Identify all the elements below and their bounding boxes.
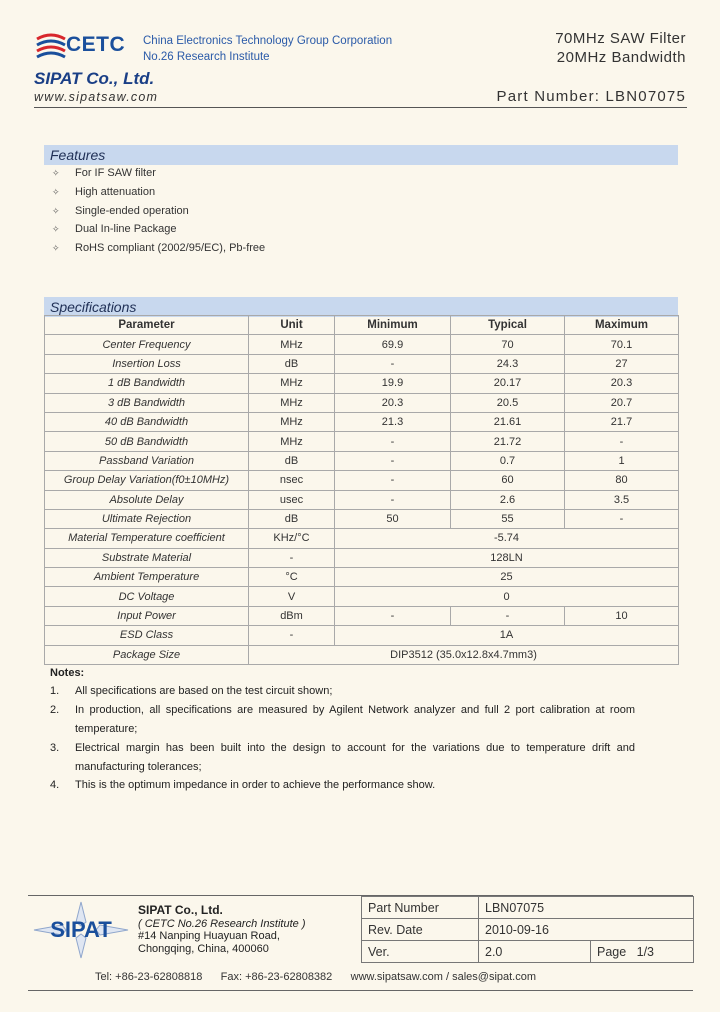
note-number: 3. bbox=[50, 742, 60, 754]
column-header: Typical bbox=[451, 316, 565, 335]
product-title: 70MHz SAW Filter bbox=[555, 30, 686, 47]
part-number-heading: Part Number: LBN07075 bbox=[496, 88, 686, 105]
document-info-table bbox=[361, 896, 694, 963]
feature-text: RoHS compliant (2002/95/EC), Pb-free bbox=[75, 242, 266, 254]
value-cell: - bbox=[335, 451, 451, 470]
table-row bbox=[45, 471, 679, 490]
note-text: manufacturing tolerances; bbox=[75, 761, 202, 773]
value-cell: MHz bbox=[249, 374, 335, 393]
version-label: Ver. bbox=[362, 941, 479, 963]
table-row bbox=[45, 606, 679, 625]
value-cell: nsec bbox=[249, 471, 335, 490]
value-cell: dB bbox=[249, 354, 335, 373]
table-row bbox=[45, 412, 679, 431]
institute-name: No.26 Research Institute bbox=[143, 51, 270, 63]
page-label: Page bbox=[597, 944, 627, 959]
bullet-icon: ✧ bbox=[52, 224, 60, 234]
table-row bbox=[45, 529, 679, 548]
table-row bbox=[45, 645, 679, 664]
table-row bbox=[45, 451, 679, 470]
value-cell: MHz bbox=[249, 412, 335, 431]
value-cell: 19.9 bbox=[335, 374, 451, 393]
column-header: Minimum bbox=[335, 316, 451, 335]
value-cell: dB bbox=[249, 451, 335, 470]
table-row bbox=[45, 548, 679, 567]
bullet-icon: ✧ bbox=[52, 187, 60, 197]
value-cell: 20.17 bbox=[451, 374, 565, 393]
value-cell: dBm bbox=[249, 606, 335, 625]
parameter-cell: Center Frequency bbox=[45, 335, 249, 354]
part-number-value: LBN07075 bbox=[479, 897, 694, 919]
rev-date-label: Rev. Date bbox=[362, 919, 479, 941]
table-row bbox=[45, 393, 679, 412]
table-row bbox=[362, 919, 694, 941]
parameter-cell: ESD Class bbox=[45, 626, 249, 645]
rev-date-value: 2010-09-16 bbox=[479, 919, 694, 941]
column-header: Unit bbox=[249, 316, 335, 335]
feature-item bbox=[52, 167, 156, 179]
table-row bbox=[45, 509, 679, 528]
value-cell: 3.5 bbox=[565, 490, 679, 509]
bullet-icon: ✧ bbox=[52, 168, 60, 178]
feature-item bbox=[52, 223, 177, 235]
parameter-cell: Package Size bbox=[45, 645, 249, 664]
footer-address-line2: Chongqing, China, 400060 bbox=[138, 943, 269, 955]
notes-title: Notes: bbox=[50, 667, 85, 679]
value-cell: 24.3 bbox=[451, 354, 565, 373]
value-cell: 21.72 bbox=[451, 432, 565, 451]
value-cell: 80 bbox=[565, 471, 679, 490]
column-header: Maximum bbox=[565, 316, 679, 335]
value-cell: KHz/°C bbox=[249, 529, 335, 548]
value-cell: 25 bbox=[335, 568, 679, 587]
header-divider bbox=[34, 107, 687, 108]
value-cell: - bbox=[451, 606, 565, 625]
parameter-cell: Material Temperature coefficient bbox=[45, 529, 249, 548]
value-cell: 60 bbox=[451, 471, 565, 490]
feature-item bbox=[52, 242, 265, 254]
page-indicator bbox=[591, 941, 694, 963]
value-cell: 10 bbox=[565, 606, 679, 625]
value-cell: °C bbox=[249, 568, 335, 587]
website-link[interactable]: www.sipatsaw.com bbox=[34, 90, 159, 104]
product-subtitle: 20MHz Bandwidth bbox=[556, 49, 686, 66]
value-cell: V bbox=[249, 587, 335, 606]
table-row bbox=[45, 354, 679, 373]
parameter-cell: Absolute Delay bbox=[45, 490, 249, 509]
bottom-divider bbox=[28, 990, 693, 991]
part-number-label: Part Number bbox=[362, 897, 479, 919]
parameter-cell: 1 dB Bandwidth bbox=[45, 374, 249, 393]
parameter-cell: Substrate Material bbox=[45, 548, 249, 567]
value-cell: 1A bbox=[335, 626, 679, 645]
contact-line: Tel: +86-23-62808818 Fax: +86-23-62808382 www.sipatsaw.com / sales@sipat.com bbox=[95, 971, 537, 983]
table-row bbox=[45, 587, 679, 606]
parameter-cell: Group Delay Variation(f0±10MHz) bbox=[45, 471, 249, 490]
note-text: This is the optimum impedance in order to achieve the performance show. bbox=[75, 779, 436, 791]
value-cell: 2.6 bbox=[451, 490, 565, 509]
value-cell: 21.7 bbox=[565, 412, 679, 431]
value-cell: 21.3 bbox=[335, 412, 451, 431]
specifications-table bbox=[44, 315, 679, 665]
parameter-cell: Passband Variation bbox=[45, 451, 249, 470]
footer-institute: ( CETC No.26 Research Institute ) bbox=[138, 918, 306, 930]
cetc-logo-text: CETC bbox=[66, 33, 126, 56]
value-cell: - bbox=[565, 432, 679, 451]
value-cell: 128LN bbox=[335, 548, 679, 567]
note-number: 2. bbox=[50, 704, 60, 716]
value-cell: 50 bbox=[335, 509, 451, 528]
value-cell: - bbox=[249, 548, 335, 567]
value-cell: 21.61 bbox=[451, 412, 565, 431]
value-cell: 0 bbox=[335, 587, 679, 606]
note-number: 1. bbox=[50, 685, 60, 697]
value-cell: DIP3512 (35.0x12.8x4.7mm3) bbox=[249, 645, 679, 664]
value-cell: 20.7 bbox=[565, 393, 679, 412]
parameter-cell: 3 dB Bandwidth bbox=[45, 393, 249, 412]
feature-text: For IF SAW filter bbox=[75, 167, 156, 179]
specifications-heading: Specifications bbox=[44, 297, 678, 317]
table-row bbox=[45, 626, 679, 645]
note-text: Electrical margin has been built into the design to account for the variations due to temperature drift and bbox=[75, 742, 635, 754]
bullet-icon: ✧ bbox=[52, 243, 60, 253]
table-header-row bbox=[45, 316, 679, 335]
table-row bbox=[362, 897, 694, 919]
value-cell: MHz bbox=[249, 335, 335, 354]
table-row bbox=[45, 335, 679, 354]
value-cell: MHz bbox=[249, 393, 335, 412]
value-cell: MHz bbox=[249, 432, 335, 451]
sipat-logo-text: SIPAT bbox=[50, 917, 112, 942]
value-cell: 20.3 bbox=[335, 393, 451, 412]
table-row bbox=[45, 568, 679, 587]
note-text: In production, all specifications are measured by Agilent Network analyzer and full 2 port calibration at room bbox=[75, 704, 635, 716]
footer-address-line1: #14 Nanping Huayuan Road, bbox=[138, 930, 280, 942]
value-cell: usec bbox=[249, 490, 335, 509]
parameter-cell: Insertion Loss bbox=[45, 354, 249, 373]
value-cell: -5.74 bbox=[335, 529, 679, 548]
features-heading: Features bbox=[44, 145, 678, 165]
value-cell: 69.9 bbox=[335, 335, 451, 354]
parameter-cell: Ambient Temperature bbox=[45, 568, 249, 587]
sipat-logo-icon bbox=[32, 900, 130, 960]
bullet-icon: ✧ bbox=[52, 206, 60, 216]
value-cell: - bbox=[335, 490, 451, 509]
note-text: temperature; bbox=[75, 723, 138, 735]
table-row bbox=[45, 374, 679, 393]
value-cell: 27 bbox=[565, 354, 679, 373]
value-cell: - bbox=[335, 432, 451, 451]
feature-item bbox=[52, 186, 155, 198]
value-cell: - bbox=[335, 471, 451, 490]
parameter-cell: Ultimate Rejection bbox=[45, 509, 249, 528]
note-number: 4. bbox=[50, 779, 60, 791]
feature-text: High attenuation bbox=[75, 186, 156, 198]
parameter-cell: 50 dB Bandwidth bbox=[45, 432, 249, 451]
value-cell: 1 bbox=[565, 451, 679, 470]
value-cell: dB bbox=[249, 509, 335, 528]
value-cell: 20.5 bbox=[451, 393, 565, 412]
value-cell: - bbox=[565, 509, 679, 528]
table-row bbox=[45, 432, 679, 451]
table-row bbox=[362, 941, 694, 963]
parameter-cell: DC Voltage bbox=[45, 587, 249, 606]
value-cell: - bbox=[335, 354, 451, 373]
value-cell: 70.1 bbox=[565, 335, 679, 354]
value-cell: - bbox=[249, 626, 335, 645]
note-text: All specifications are based on the test circuit shown; bbox=[75, 685, 333, 697]
feature-item bbox=[52, 205, 189, 217]
parameter-cell: 40 dB Bandwidth bbox=[45, 412, 249, 431]
version-value: 2.0 bbox=[479, 941, 591, 963]
footer-company: SIPAT Co., Ltd. bbox=[138, 903, 223, 917]
page-value: 1/3 bbox=[636, 944, 655, 959]
value-cell: 0.7 bbox=[451, 451, 565, 470]
table-row bbox=[45, 490, 679, 509]
feature-text: Dual In-line Package bbox=[75, 223, 177, 235]
value-cell: 20.3 bbox=[565, 374, 679, 393]
feature-text: Single-ended operation bbox=[75, 205, 189, 217]
column-header: Parameter bbox=[45, 316, 249, 335]
value-cell: - bbox=[335, 606, 451, 625]
corporation-name: China Electronics Technology Group Corporation bbox=[143, 35, 393, 47]
value-cell: 55 bbox=[451, 509, 565, 528]
parameter-cell: Input Power bbox=[45, 606, 249, 625]
value-cell: 70 bbox=[451, 335, 565, 354]
company-name: SIPAT Co., Ltd. bbox=[34, 69, 155, 88]
